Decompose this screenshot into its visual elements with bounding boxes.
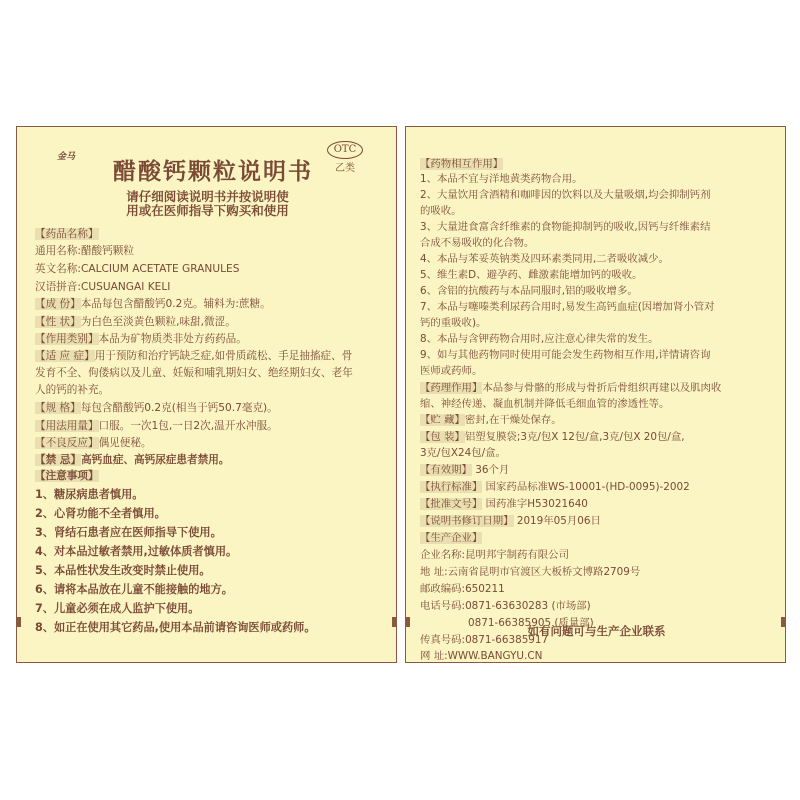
validity-text: 36个月 [475, 464, 510, 476]
contraindications-text: 高钙血症、高钙尿症患者禁用。 [81, 454, 230, 466]
indications-line-1: 用于预防和治疗钙缺乏症,如骨质疏松、手足抽搐症、骨 [94, 350, 353, 362]
english-name: 英文名称:CALCIUM ACETATE GRANULES [35, 263, 240, 275]
interaction-item: 8、本品与含钾药物合用时,应注意心律失常的发生。 [420, 333, 659, 345]
phone-1: 电话号码:0871-63630283 (市场部) [420, 600, 591, 612]
indications-label: 【适 应 症】 [35, 350, 95, 362]
pharmacology-line-1: 本品参与骨骼的形成与骨折后骨组织再建以及肌肉收 [482, 382, 722, 394]
manufacturer-header: 【生产企业】 [420, 532, 483, 544]
interaction-item: 7、本品与噻嗪类利尿药合用时,易发生高钙血症(因增加肾小管对 [420, 301, 715, 313]
spec-label: 【规 格】 [35, 402, 81, 414]
interaction-item: 5、维生素D、避孕药、雌激素能增加钙的吸收。 [420, 269, 643, 281]
package-line-2: 3克/包X24包/盒。 [420, 447, 506, 459]
approval-label: 【批准文号】 [420, 498, 483, 510]
precaution-item: 1、糖尿病患者慎用。 [35, 488, 144, 501]
leaflet-right-panel [405, 126, 786, 663]
revision-label: 【说明书修订日期】 [420, 515, 514, 527]
precaution-item: 7、儿童必须在成人监护下使用。 [35, 602, 200, 615]
fax-number: 传真号码:0871-66385917 [420, 634, 549, 646]
edge-mark [392, 617, 396, 627]
category-label: 【作用类别】 [35, 333, 99, 345]
interaction-item: 的吸收。 [420, 205, 462, 217]
precaution-item: 6、请将本品放在儿童不能接触的地方。 [35, 583, 233, 596]
pharmacology-line-2: 缩、神经传递、凝血机制并降低毛细血管的渗透性等。 [420, 398, 670, 410]
interaction-item: 6、含铝的抗酸药与本品同服时,铝的吸收增多。 [420, 285, 638, 297]
address-text: 云南省昆明市官渡区大板桥文博路2709号 [447, 566, 641, 578]
generic-name: 通用名称:醋酸钙颗粒 [35, 245, 134, 257]
company-name: 企业名称:昆明邦宇制药有限公司 [420, 549, 569, 561]
drug-name-header: 【药品名称】 [35, 228, 99, 240]
interaction-item: 合成不易吸收的化合物。 [420, 237, 535, 249]
indications-line-3: 人的钙的补充。 [35, 384, 110, 396]
interaction-item: 2、大量饮用含酒精和咖啡因的饮料以及大量吸烟,均会抑制钙剂 [420, 189, 711, 201]
adverse-text: 偶见便秘。 [98, 437, 152, 449]
otc-badge: OTC [327, 141, 363, 159]
edge-mark [17, 617, 21, 627]
indications-line-2: 发育不全、佝偻病以及儿童、妊娠和哺乳期妇女、绝经期妇女、老年 [35, 367, 353, 379]
storage-label: 【贮 藏】 [420, 414, 465, 426]
contraindications-label: 【禁 忌】 [35, 454, 82, 466]
interaction-item: 1、本品不宜与洋地黄类药物合用。 [420, 173, 583, 185]
leaflet-left-panel [16, 126, 397, 663]
notice-line-2: 用或在医师指导下购买和使用 [126, 203, 289, 218]
revision-text: 2019年05月06日 [516, 515, 601, 527]
category-text: 本品为矿物质类非处方药药品。 [98, 333, 247, 345]
interaction-item: 钙的重吸收)。 [420, 317, 487, 329]
storage-text: 密封,在干燥处保存。 [464, 414, 562, 426]
standard-label: 【执行标准】 [420, 481, 483, 493]
ingredients-label: 【成 份】 [35, 298, 81, 310]
adverse-label: 【不良反应】 [35, 437, 99, 449]
interaction-item: 医师或药师。 [420, 365, 483, 377]
interaction-item: 3、大量进食富含纤维素的食物能抑制钙的吸收,因钙与纤维素结 [420, 221, 711, 233]
postal-code: 邮政编码:650211 [420, 583, 505, 595]
phone-2: 0871-66385905 (质量部) [468, 617, 594, 629]
precaution-item: 5、本品性状发生改变时禁止使用。 [35, 564, 211, 577]
interaction-item: 4、本品与苯妥英钠类及四环素类同用,二者吸收减少。 [420, 253, 669, 265]
interactions-header: 【药物相互作用】 [420, 158, 504, 170]
brand-logo: 金马 [57, 152, 76, 162]
precaution-item: 4、对本品过敏者禁用,过敏体质者慎用。 [35, 545, 238, 558]
pinyin-name: 汉语拼音:CUSUANGAI KELI [35, 281, 171, 293]
website-text: WWW.BANGYU.CN [447, 650, 543, 662]
dosage-text: 口服。一次1包,一日2次,温开水冲服。 [98, 420, 278, 432]
dosage-label: 【用法用量】 [35, 420, 99, 432]
precaution-item: 8、如正在使用其它药品,使用本品前请咨询医师或药师。 [35, 621, 316, 634]
precautions-header: 【注意事项】 [35, 470, 99, 482]
approval-text: 国药准字H53021640 [485, 498, 588, 510]
footer-contact-note: 如有问题可与生产企业联系 [527, 624, 666, 638]
appearance-label: 【性 状】 [35, 316, 81, 328]
interaction-item: 9、如与其他药物同时使用可能会发生药物相互作用,详情请咨询 [420, 349, 711, 361]
precaution-item: 3、肾结石患者应在医师指导下使用。 [35, 526, 222, 539]
otc-grade: 乙类 [335, 163, 355, 174]
leaflet-title: 醋酸钙颗粒说明书 [113, 159, 313, 185]
package-label: 【包 装】 [420, 431, 465, 443]
spec-text: 每包含醋酸钙0.2克(相当于钙50.7毫克)。 [80, 402, 278, 414]
website-label: 网 址: [420, 650, 448, 662]
ingredients-text: 本品每包含醋酸钙0.2克。辅料为:蔗糖。 [80, 298, 271, 310]
appearance-text: 为白色至淡黄色颗粒,味甜,微涩。 [80, 316, 236, 328]
validity-label: 【有效期】 [420, 464, 472, 476]
notice-line-1: 请仔细阅读说明书并按说明使 [126, 189, 289, 204]
standard-text: 国家药品标准WS-10001-(HD-0095)-2002 [485, 481, 690, 493]
pharmacology-label: 【药理作用】 [420, 382, 483, 394]
address-label: 地 址: [420, 566, 448, 578]
precaution-item: 2、心肾功能不全者慎用。 [35, 507, 166, 520]
package-line-1: 铝塑复膜袋;3克/包X 12包/盒,3克/包X 20包/盒, [464, 431, 685, 443]
